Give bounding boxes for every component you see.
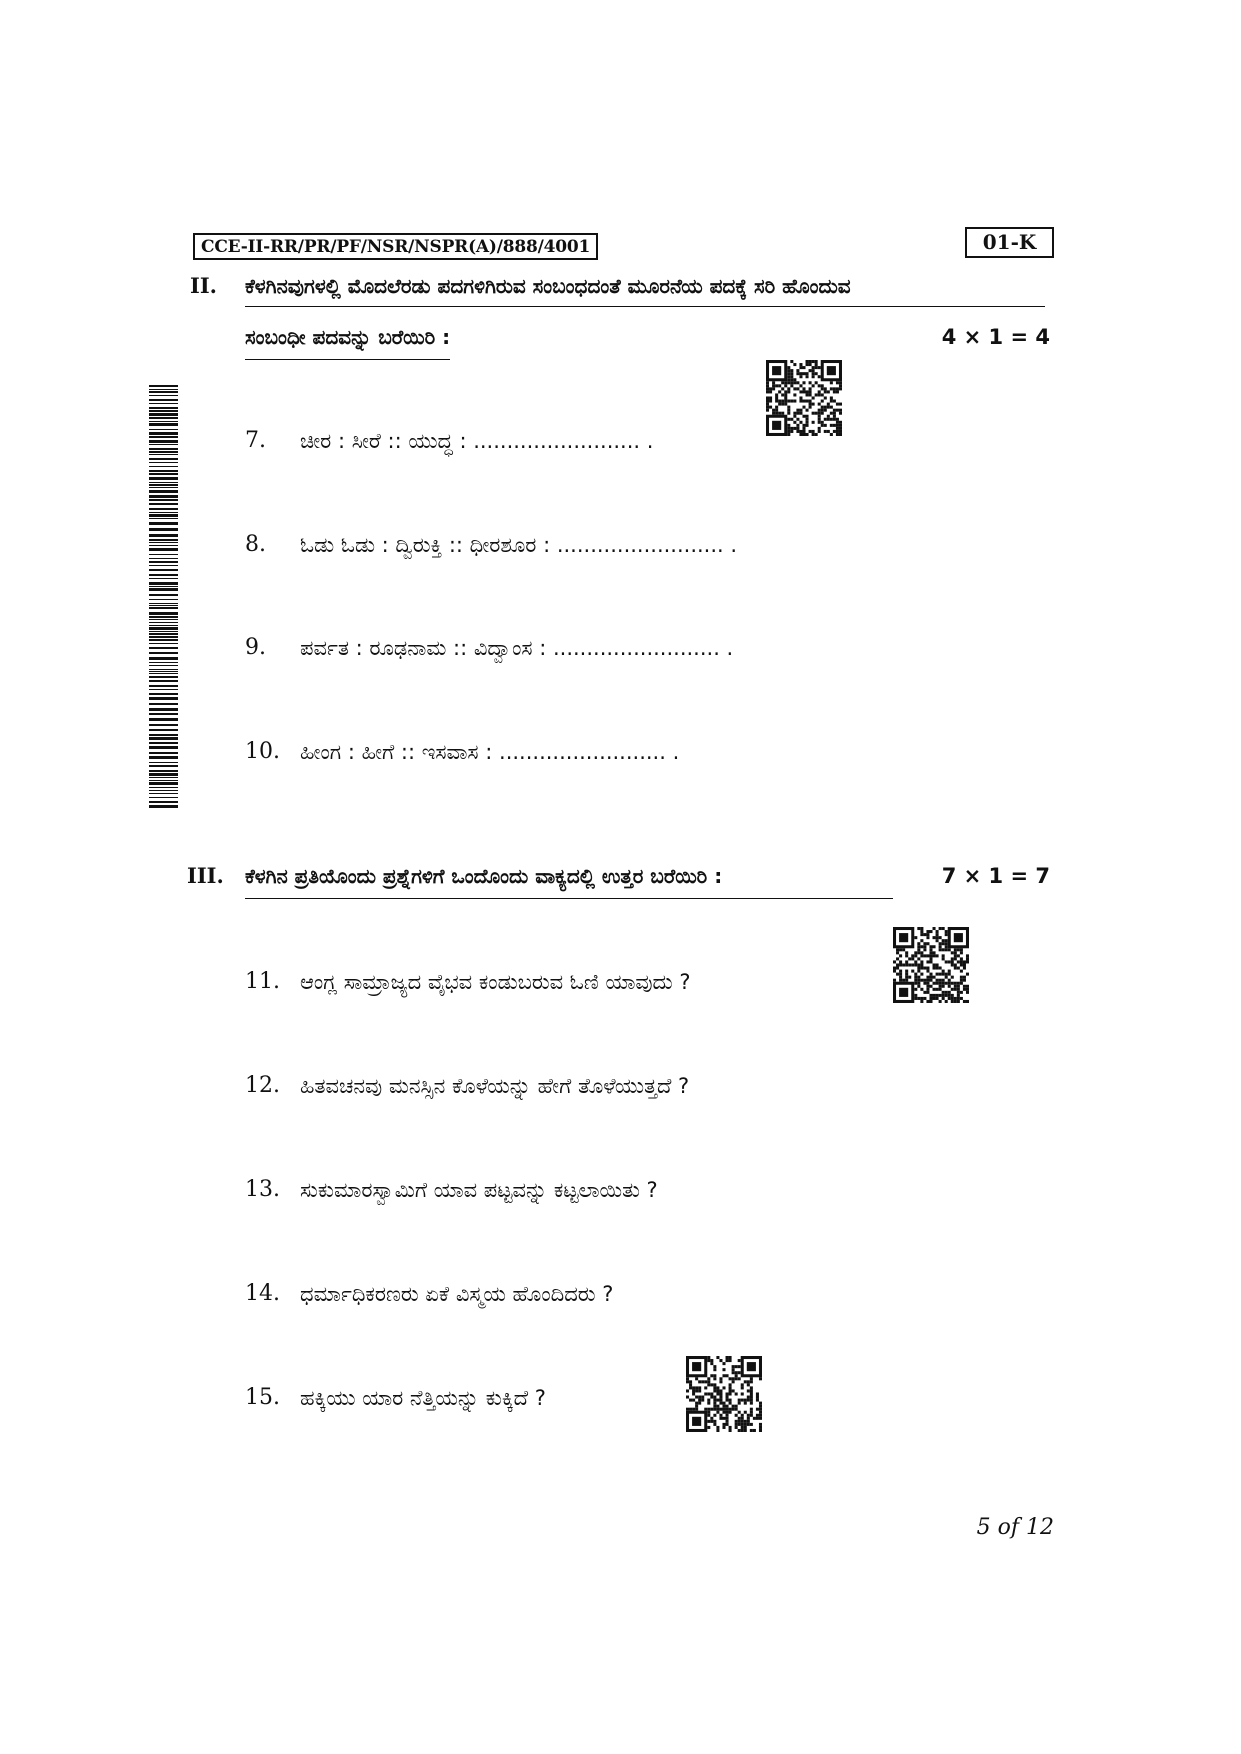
barcode-icon [149,385,178,809]
section-2-number: II. [190,273,217,298]
question-13-text: ಸುಕುಮಾರಸ್ವಾಮಿಗೆ ಯಾವ ಪಟ್ಟವನ್ನು ಕಟ್ಟಲಾಯಿತು ? [300,1178,658,1202]
question-14-text: ಧರ್ಮಾಧಿಕರಣರು ಏಕೆ ವಿಸ್ಮಯ ಹೊಂದಿದರು ? [300,1282,614,1306]
section-3-marks: 7 × 1 = 7 [941,864,1050,888]
section-2-marks: 4 × 1 = 4 [941,325,1050,349]
question-7-number: 7. [245,428,266,453]
section-3-instruction: ಕೆಳಗಿನ ಪ್ರತಿಯೊಂದು ಪ್ರಶ್ನೆಗಳಿಗೆ ಒಂದೊಂದು ವಾಕ್ಯದಲ್ಲಿ ಉತ್ತರ ಬರೆಯಿರಿ : [245,862,893,899]
question-13-number: 13. [245,1177,280,1202]
question-15-text: ಹಕ್ಕಿಯು ಯಾರ ನೆತ್ತಿಯನ್ನು ಕುಕ್ಕಿದೆ ? [300,1386,546,1410]
section-2-instruction-line2: ಸಂಬಂಧೀ ಪದವನ್ನು ಬರೆಯಿರಿ : [245,323,450,360]
question-12-number: 12. [245,1073,280,1098]
qr-code-icon [766,360,842,436]
qr-code-icon [686,1356,762,1432]
question-7-text: ಚೀರ : ಸೀರೆ :: ಯುದ್ಧ : ......................... . [300,429,654,453]
paper-code: CCE-II-RR/PR/PF/NSR/NSPR(A)/888/4001 [193,233,598,260]
question-14-number: 14. [245,1281,280,1306]
question-10-number: 10. [245,739,280,764]
question-12-text: ಹಿತವಚನವು ಮನಸ್ಸಿನ ಕೊಳೆಯನ್ನು ಹೇಗೆ ತೊಳೆಯುತ್ತದೆ ? [300,1074,690,1098]
set-code: 01-K [965,227,1054,258]
section-3-number: III. [187,863,224,888]
question-8-text: ಓಡು ಓಡು : ದ್ವಿರುಕ್ತಿ :: ಧೀರಶೂರ : ......................... . [300,533,738,557]
question-15-number: 15. [245,1385,280,1410]
question-10-text: ಹೀಂಗ : ಹೀಗೆ :: ಇಸವಾಸ : ......................... . [300,740,680,764]
question-9-number: 9. [245,635,266,660]
qr-code-icon [893,927,969,1003]
section-2-instruction-line1: ಕೆಳಗಿನವುಗಳಲ್ಲಿ ಮೊದಲೆರಡು ಪದಗಳಿಗಿರುವ ಸಂಬಂಧದಂತೆ ಮೂರನೆಯ ಪದಕ್ಕೆ ಸರಿ ಹೊಂದುವ [245,272,1045,307]
question-11-text: ಆಂಗ್ಲ ಸಾಮ್ರಾಜ್ಯದ ವೈಭವ ಕಂಡುಬರುವ ಓಣಿ ಯಾವುದು ? [300,970,691,994]
question-9-text: ಪರ್ವತ : ರೂಢನಾಮ :: ವಿದ್ವಾಂಸ : ......................... . [300,636,734,660]
question-11-number: 11. [245,969,280,994]
question-8-number: 8. [245,532,266,557]
page-number: 5 of 12 [976,1515,1054,1540]
